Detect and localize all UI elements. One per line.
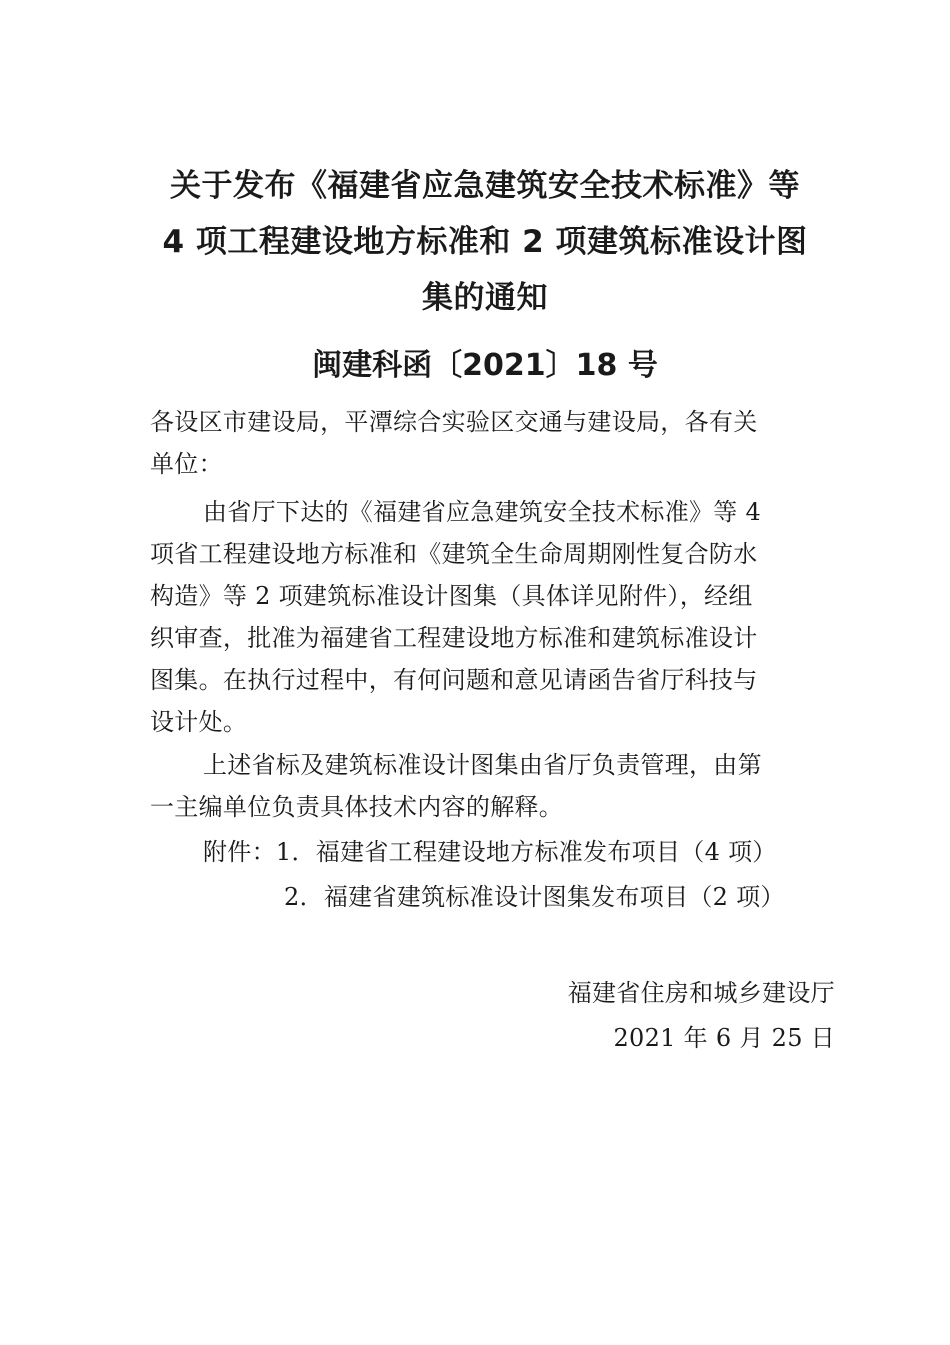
paragraph-1-line-4: 织审查，批准为福建省工程建设地方标准和建筑标准设计 [150, 624, 758, 652]
title-line-3: 集的通知 [422, 280, 548, 316]
paragraph-1-line-6: 设计处。 [150, 708, 248, 736]
document-number: 闽建科函〔2021〕18 号 [312, 348, 658, 383]
paragraph-1-line-2: 项省工程建设地方标准和《建筑全生命周期刚性复合防水 [150, 540, 758, 568]
addressee-line-1: 各设区市建设局，平潭综合实验区交通与建设局，各有关 [150, 408, 758, 436]
title-line-2: 4 项工程建设地方标准和 2 项建筑标准设计图 [162, 224, 808, 260]
title-line-1: 关于发布《福建省应急建筑安全技术标准》等 [170, 168, 800, 204]
attachment-item-1: 附件：1．福建省工程建设地方标准发布项目（4 项） [203, 838, 777, 866]
issuer-name: 福建省住房和城乡建设厅 [567, 979, 835, 1007]
paragraph-1-line-3: 构造》等 2 项建筑标准设计图集（具体详见附件），经组 [150, 582, 753, 610]
addressee-line-2: 单位： [150, 450, 223, 478]
paragraph-2-line-1: 上述省标及建筑标准设计图集由省厅负责管理，由第 [203, 751, 762, 779]
paragraph-1-line-1: 由省厅下达的《福建省应急建筑安全技术标准》等 4 [203, 498, 762, 526]
attachment-item-2: 2．福建省建筑标准设计图集发布项目（2 项） [284, 883, 785, 911]
document-title [120, 158, 850, 326]
paragraph-2-line-2: 一主编单位负责具体技术内容的解释。 [150, 793, 564, 821]
paragraph-1-line-5: 图集。在执行过程中，有何问题和意见请函告省厅科技与 [150, 666, 758, 694]
issue-date: 2021 年 6 月 25 日 [613, 1024, 835, 1052]
